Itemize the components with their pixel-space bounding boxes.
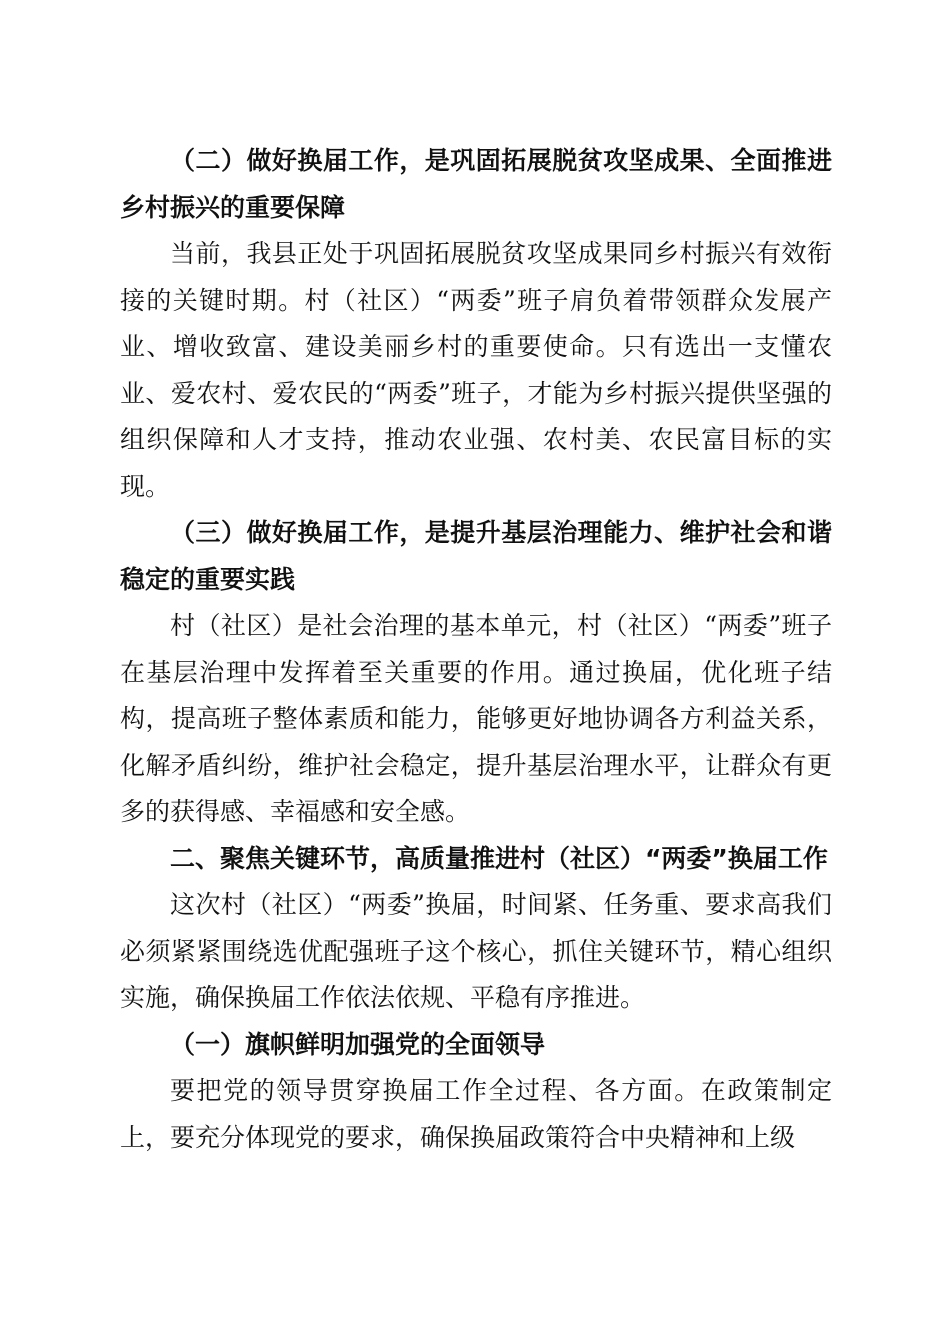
body-paragraph: 当前，我县正处于巩固拓展脱贫攻坚成果同乡村振兴有效衔接的关键时期。村（社区）“两委”班子肩负着带领群众发展产业、增收致富、建设美丽乡村的重要使命。只有选出一支懂农业、爱农村、爱农民的“两委”班子，才能为乡村振兴提供坚强的组织保障和人才支持，推动农业强、农村美、农民富目标的实现。	[120, 239, 832, 501]
body-paragraph: 村（社区）是社会治理的基本单元，村（社区）“两委”班子在基层治理中发挥着至关重要的作用。通过换届，优化班子结构，提高班子整体素质和能力，能够更好地协调各方利益关系，化解矛盾纠纷，维护社会稳定，提升基层治理水平，让群众有更多的获得感、幸福感和安全感。	[120, 611, 832, 826]
body-paragraph: 要把党的领导贯穿换届工作全过程、各方面。在政策制定上，要充分体现党的要求，确保换届政策符合中央精神和上级	[120, 1076, 832, 1152]
section-heading-3: （三）做好换届工作，是提升基层治理能力、维护社会和谐稳定的重要实践	[120, 518, 832, 594]
document-page	[120, 138, 832, 1161]
body-paragraph: 这次村（社区）“两委”换届，时间紧、任务重、要求高我们必须紧紧围绕选优配强班子这个核心，抓住关键环节，精心组织实施，确保换届工作依法依规、平稳有序推进。	[120, 890, 832, 1012]
section-heading-1: （一）旗帜鲜明加强党的全面领导	[170, 1029, 546, 1059]
chapter-heading-2: 二、聚焦关键环节，高质量推进村（社区）“两委”换届工作	[170, 843, 828, 873]
section-heading-2: （二）做好换届工作，是巩固拓展脱贫攻坚成果、全面推进乡村振兴的重要保障	[120, 146, 832, 222]
